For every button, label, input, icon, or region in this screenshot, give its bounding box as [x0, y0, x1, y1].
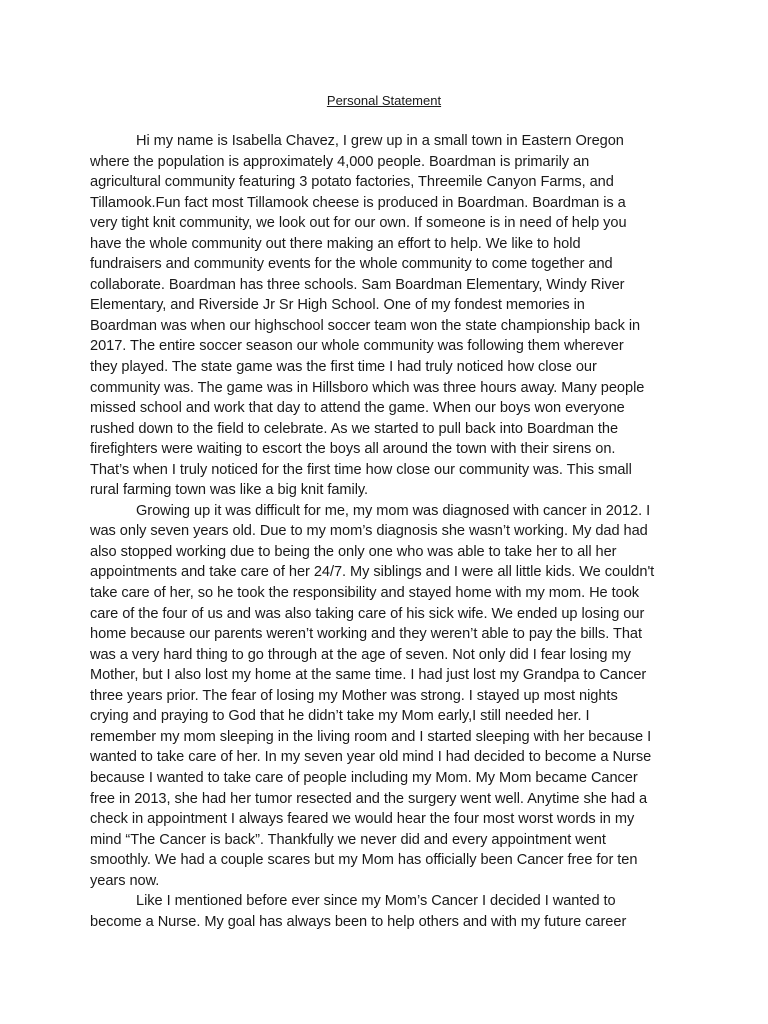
text-line: smoothly. We had a couple scares but my Mom has officially been Cancer free for ten: [90, 852, 638, 869]
text-line: appointments and take care of her 24/7. My siblings and I were all little kids. We couldn't: [90, 564, 655, 581]
text-line: firefighters were waiting to escort the boys all around the town with their sirens on.: [90, 441, 616, 458]
text-line: 2017. The entire soccer season our whole community was following them wherever: [90, 338, 624, 355]
text-line: they played. The state game was the first time I had truly noticed how close our: [90, 359, 597, 376]
paragraph: [90, 501, 690, 891]
text-line: Elementary, and Riverside Jr Sr High School. One of my fondest memories in: [90, 297, 585, 314]
text-line: Growing up it was difficult for me, my mom was diagnosed with cancer in 2012. I: [136, 502, 651, 519]
document-body: [90, 131, 690, 932]
text-line: where the population is approximately 4,000 people. Boardman is primarily an: [90, 153, 590, 170]
text-line: collaborate. Boardman has three schools. Sam Boardman Elementary, Windy River: [90, 276, 625, 293]
text-line: Mother, but I also lost my home at the same time. I had just lost my Grandpa to Cancer: [90, 667, 647, 684]
text-line: care of the four of us and was also taking care of his sick wife. We ended up losing our: [90, 605, 645, 622]
text-line: missed school and work that day to attend the game. When our boys won everyone: [90, 400, 625, 417]
text-line: also stopped working due to being the only one who was able to take her to all her: [90, 543, 617, 560]
text-line: check in appointment I always feared we would hear the four most worst words in my: [90, 811, 635, 828]
text-line: Boardman was when our highschool soccer team won the state championship back in: [90, 317, 641, 334]
text-line: rural farming town was like a big knit family.: [90, 482, 369, 499]
text-line: Tillamook.Fun fact most Tillamook cheese is produced in Boardman. Boardman is a: [90, 194, 626, 211]
text-line: community was. The game was in Hillsboro which was three hours away. Many people: [90, 379, 645, 396]
text-line: free in 2013, she had her tumor resected and the surgery went well. Anytime she had a: [90, 790, 648, 807]
text-line: fundraisers and community events for the whole community to come together and: [90, 256, 613, 273]
text-line: because I wanted to take care of people including my Mom. My Mom became Cancer: [90, 769, 638, 786]
text-line: was only seven years old. Due to my mom’s diagnosis she wasn’t working. My dad had: [90, 523, 648, 540]
text-line: become a Nurse. My goal has always been to help others and with my future career: [90, 913, 627, 930]
text-line: very tight knit community, we look out for our own. If someone is in need of help you: [90, 215, 627, 232]
text-line: have the whole community out there making an effort to help. We like to hold: [90, 235, 581, 252]
text-line: Hi my name is Isabella Chavez, I grew up in a small town in Eastern Oregon: [136, 133, 624, 149]
text-line: years now.: [90, 872, 160, 889]
text-line: take care of her, so he took the responsibility and stayed home with my mom. He took: [90, 585, 640, 602]
text-line: remember my mom sleeping in the living room and I started sleeping with her because I: [90, 728, 652, 745]
text-line: was a very hard thing to go through at the age of seven. Not only did I fear losing my: [90, 646, 631, 663]
text-line: crying and praying to God that he didn’t take my Mom early,I still needed her. I: [90, 708, 590, 725]
document-title: Personal Statement: [326, 93, 442, 108]
text-line: home because our parents weren’t working and they weren’t able to pay the bills. That: [90, 626, 642, 643]
text-line: rushed down to the field to celebrate. As we started to pull back into Boardman the: [90, 420, 619, 437]
text-line: wanted to take care of her. In my seven year old mind I had decided to become a Nurse: [90, 749, 652, 766]
paragraph: [90, 891, 690, 932]
text-line: agricultural community featuring 3 potato factories, Threemile Canyon Farms, and: [90, 174, 614, 191]
text-line: three years prior. The fear of losing my Mother was strong. I stayed up most nights: [90, 687, 618, 704]
text-line: That’s when I truly noticed for the first time how close our community was. This small: [90, 461, 632, 478]
text-line: mind “The Cancer is back”. Thankfully we never did and every appointment went: [90, 831, 606, 848]
paragraph: [90, 131, 690, 501]
text-line: Like I mentioned before ever since my Mom’s Cancer I decided I wanted to: [136, 893, 616, 910]
